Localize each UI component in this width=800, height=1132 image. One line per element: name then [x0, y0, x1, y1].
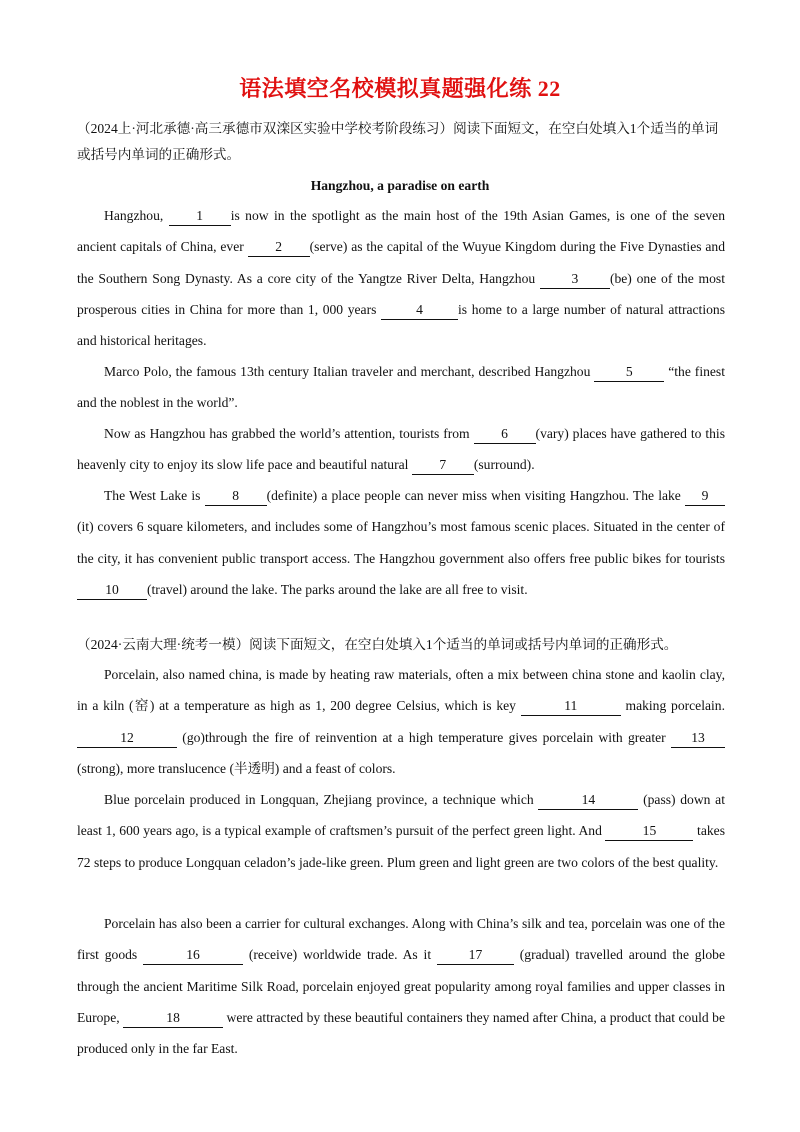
passage2-paragraph-1: [77, 659, 725, 784]
paragraph-text: (strong), more translucence (半透明) and a feast of colors.: [77, 760, 396, 776]
paragraph-text: (receive) worldwide trade. As it: [243, 947, 437, 963]
blank-17[interactable]: 17: [437, 946, 514, 965]
passage1-paragraph-2: [77, 356, 725, 419]
paragraph-text: (be) one of the most prosperous cities in China for more than 1, 000 years: [77, 270, 725, 317]
paragraph-text: is now in the spotlight as the main host of the 19th Asian Games, is one of the seven ancient capitals of China, ever: [77, 208, 725, 255]
paragraph-text: (travel) around the lake. The parks around the lake are all free to visit.: [147, 581, 528, 597]
section2-instructions: （2024·云南大理·统考一模）阅读下面短文，在空白处填入1个适当的单词或括号内单词的正确形式。: [77, 637, 678, 652]
passage1-paragraph-1: [77, 200, 725, 356]
paragraph-text: (serve) as the capital of the Wuyue Kingdom during the Five Dynasties and the Southern Song Dynasty. As a core city of the Yangtze River Delta, Hangzhou: [77, 239, 726, 286]
paragraph-text: Blue porcelain produced in Longquan, Zhejiang province, a technique which: [104, 792, 539, 807]
blank-16[interactable]: 16: [143, 946, 243, 965]
paragraph-text: Porcelain, also named china, is made by heating raw materials, often a mix between china stone and kaolin clay, in a kiln (窑) at a temperature as high as 1, 200 degree Celsius, which is key: [77, 667, 725, 714]
blank-2[interactable]: 2: [248, 238, 310, 257]
blank-5[interactable]: 5: [594, 363, 664, 382]
paragraph-text: (pass) down at least 1, 600 years ago, is a typical example of craftsmen’s pursuit of the perfect green light. And: [77, 792, 725, 839]
paragraph-text: (it) covers 6 square kilometers, and includes some of Hangzhou’s most famous scenic places. Situated in the center of the city, it has convenient public transport access. The Hangzhou government also offers free public bikes for tourists: [77, 519, 725, 566]
blank-1[interactable]: 1: [169, 207, 231, 226]
blank-6[interactable]: 6: [474, 425, 536, 444]
paragraph-text: (go)through the fire of reinvention at a high temperature gives porcelain with greater: [177, 729, 671, 745]
blank-4[interactable]: 4: [381, 301, 458, 320]
blank-15[interactable]: 15: [605, 822, 693, 841]
paragraph-text: “the finest and the noblest in the world”.: [77, 364, 725, 411]
blank-14[interactable]: 14: [538, 791, 638, 810]
paragraph-text: (definite) a place people can never miss when visiting Hangzhou. The lake: [266, 488, 685, 503]
blank-11[interactable]: 11: [521, 697, 621, 716]
section1-instructions: （2024上·河北承德·高三承德市双滦区实验中学校考阶段练习）阅读下面短文，在空白处填入1个适当的单词或括号内单词的正确形式。: [77, 121, 719, 162]
paragraph-text: (gradual) travelled around the globe through the ancient Maritime Silk Road, porcelain enjoyed great popularity among royal families and upper classes in Europe,: [77, 947, 726, 1025]
passage2-paragraph-3: [77, 908, 725, 1064]
blank-10[interactable]: 10: [77, 581, 147, 600]
paragraph-text: Now as Hangzhou has grabbed the world’s attention, tourists from: [104, 426, 474, 441]
paragraph-text: (surround).: [473, 457, 535, 473]
paragraph-text: Marco Polo, the famous 13th century Italian traveler and merchant, described Hangzhou: [104, 364, 595, 379]
passage-title: Hangzhou, a paradise on earth: [310, 178, 490, 193]
passage1-paragraph-4: [77, 480, 725, 605]
blank-7[interactable]: 7: [412, 456, 474, 475]
blank-8[interactable]: 8: [205, 487, 267, 506]
blank-18[interactable]: 18: [123, 1009, 223, 1028]
paragraph-text: (vary) places have gathered to this heavenly city to enjoy its slow life pace and beautiful natural: [77, 426, 725, 473]
paragraph-text: making porcelain.: [620, 698, 725, 714]
blank-12[interactable]: 12: [77, 729, 177, 748]
paragraph-text: is home to a large number of natural attractions and historical heritages.: [77, 301, 725, 349]
passage2-paragraph-2: [77, 784, 725, 878]
paragraph-text: The West Lake is: [104, 488, 205, 503]
paragraph-text: were attracted by these beautiful containers they named after China, a product that could be produced only in the far East.: [77, 1009, 725, 1057]
blank-13[interactable]: 13: [671, 729, 725, 748]
paragraph-text: Porcelain has also been a carrier for cultural exchanges. Along with China’s silk and tea, porcelain was one of the first goods: [77, 916, 725, 963]
page-title: 语法填空名校模拟真题强化练 22: [239, 76, 561, 101]
blank-3[interactable]: 3: [540, 270, 610, 289]
paragraph-text: takes 72 steps to produce Longquan celadon’s jade-like green. Plum green and light green are two colors of the best quality.: [77, 823, 725, 870]
blank-9[interactable]: 9: [685, 487, 725, 506]
paragraph-text: Hangzhou,: [104, 208, 169, 223]
passage1-paragraph-3: [77, 418, 725, 481]
